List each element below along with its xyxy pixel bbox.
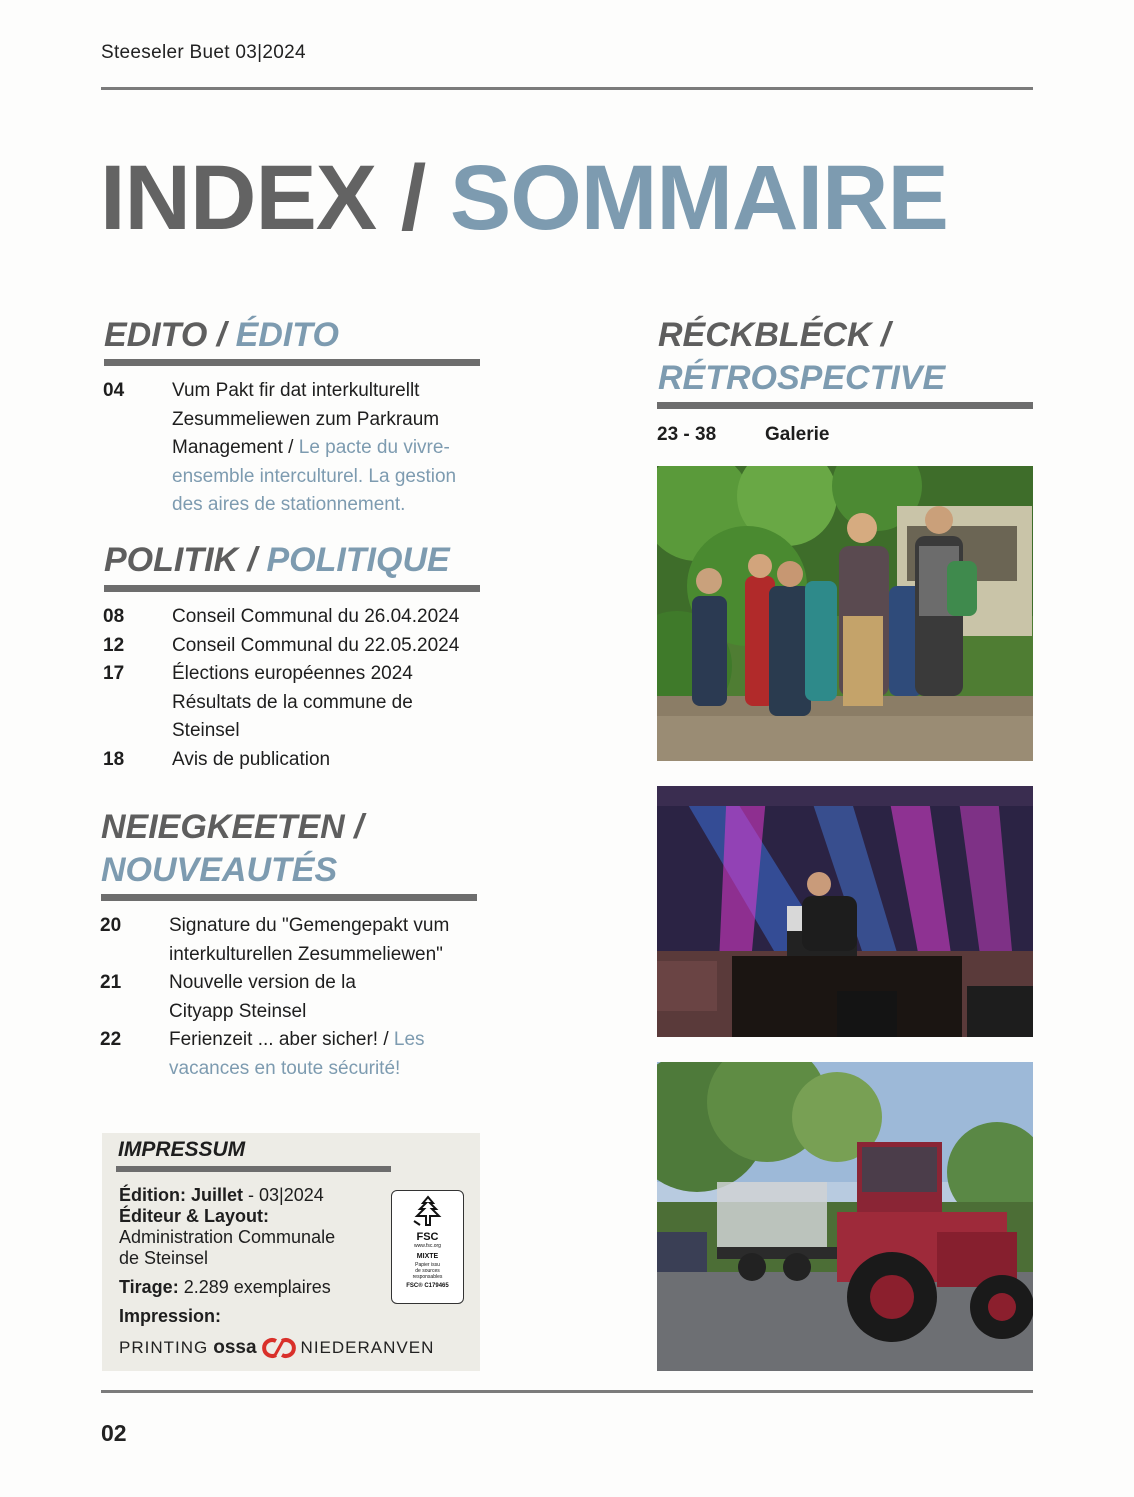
toc-entry-text [169,1026,425,1083]
tractor-photo [657,1062,1033,1371]
fsc-url: www.fsc.org [414,1243,441,1249]
toc-line: Vum Pakt fir dat interkulturellt [172,380,420,401]
impressum-edition-value: - 03|2024 [243,1185,324,1205]
section-title-reckbleck [658,314,945,400]
toc-line-fr: Les [393,1029,425,1050]
toc-item[interactable] [103,632,493,661]
impressum-title: IMPRESSUM [118,1138,246,1161]
printer-post: NIEDERANVEN [300,1338,435,1357]
impressum-editeur-label-text: Éditeur & Layout: [119,1206,270,1226]
header-divider [101,87,1033,90]
toc-line: Résultats de la commune de [172,691,413,713]
fsc-label [391,1190,464,1304]
page-title-light: SOMMAIRE [449,147,948,249]
fsc-brand: FSC [416,1231,439,1243]
toc-entry-text: Galerie [765,424,830,445]
impressum-editeur-value-2: de Steinsel [119,1248,209,1268]
toc-item[interactable] [103,377,483,520]
section-title-edito-light: ÉDITO [235,316,339,354]
toc-page-number: 17 [103,663,125,684]
toc-entry-text: Conseil Communal du 22.05.2024 [172,634,460,656]
toc-list-reckbleck [657,421,1033,450]
impressum-tirage [119,1277,379,1298]
section-title-reckbleck-light: RÉTROSPECTIVE [658,359,946,397]
toc-line: Ferienzeit ... aber sicher! / [169,1029,394,1050]
section-title-politik-dark: POLITIK / [104,541,257,579]
hiking-group-photo [657,466,1033,761]
fsc-desc: Papier issu [415,1262,440,1268]
toc-line: Élections européennes 2024 [172,663,413,684]
section-rule-reckbleck [657,402,1033,409]
toc-page-number: 22 [100,1029,122,1050]
toc-item[interactable] [100,912,490,969]
toc-line-fr: Le pacte du vivre- [298,437,450,458]
toc-page-number: 23 - 38 [657,424,717,445]
toc-line-fr: vacances en toute sécurité! [169,1057,401,1079]
toc-item[interactable] [103,603,493,632]
publication-header: Steeseler Buet 03|2024 [101,42,306,63]
section-title-neiegkeeten-dark: NEIEGKEETEN / [101,808,364,846]
impressum-impression-label: Impression: [119,1306,222,1326]
impressum-tirage-label: Tirage: [119,1277,179,1297]
footer-divider [101,1390,1033,1393]
section-title-neiegkeeten-light: NOUVEAUTÉS [101,851,338,889]
toc-page-number: 21 [100,972,122,993]
toc-page-number: 20 [100,915,122,936]
impressum-editeur-value-1: Administration Communale [119,1227,336,1247]
toc-entry-text [169,969,356,1026]
toc-page-number: 12 [103,634,125,656]
toc-list-politik [103,603,493,774]
toc-page-number: 04 [103,380,125,401]
toc-line: Cityapp Steinsel [169,1000,307,1022]
fsc-desc: de sources [415,1268,440,1274]
section-rule-neiegkeeten [101,894,477,901]
toc-line: interkulturellen Zesummeliewen" [169,943,443,965]
toc-line: Management / [172,437,299,458]
fsc-tree-icon [411,1195,445,1227]
toc-item[interactable] [103,746,493,775]
impressum-edition [119,1185,379,1206]
impressum-box [102,1133,480,1371]
page-title-dark: INDEX / [100,147,426,249]
section-title-politik [104,539,450,582]
toc-line: Nouvelle version de la [169,972,356,993]
toc-entry-text [172,660,413,746]
printer-logo [119,1337,434,1359]
section-title-neiegkeeten [101,806,364,892]
section-title-politik-light: POLITIQUE [266,541,450,579]
impressum-rule [116,1166,391,1172]
impressum-tirage-value: 2.289 exemplaires [178,1277,331,1297]
toc-item[interactable] [100,1026,490,1083]
toc-line: Steinsel [172,720,240,741]
toc-entry-text [169,912,449,969]
printer-pre: PRINTING [119,1338,209,1357]
toc-entry-text: Avis de publication [172,748,331,770]
toc-list-edito [103,377,483,520]
printer-name: ossa [213,1337,257,1358]
toc-page-number: 08 [103,606,125,627]
fsc-code: FSC® C179465 [406,1283,449,1289]
toc-entry-text: Conseil Communal du 26.04.2024 [172,606,460,627]
toc-item[interactable] [657,421,1033,450]
toc-line: Zesummeliewen zum Parkraum [172,408,440,430]
toc-line-fr: ensemble interculturel. La gestion [172,465,457,487]
section-title-edito-dark: EDITO / [104,316,227,354]
dj-concert-photo [657,786,1033,1037]
impressum-editeur-label [119,1206,379,1227]
section-title-edito [104,314,339,357]
section-title-reckbleck-dark: RÉCKBLÉCK / [658,316,891,354]
section-rule-politik [104,585,480,592]
page-number: 02 [101,1420,127,1446]
toc-page-number: 18 [103,748,125,770]
toc-item[interactable] [103,660,493,746]
toc-entry-text [172,377,456,520]
section-rule-edito [104,359,480,366]
impressum-impression [119,1306,379,1327]
page-title [100,148,948,249]
fsc-desc: responsables [412,1274,443,1280]
ossa-logo-icon [262,1337,296,1359]
toc-line: Signature du "Gemengepakt vum [169,915,450,936]
impressum-edition-label: Édition: Juillet [119,1185,243,1205]
toc-list-neiegkeeten [100,912,490,1083]
impressum-details [119,1185,379,1327]
toc-item[interactable] [100,969,490,1026]
toc-line-fr: des aires de stationnement. [172,494,406,515]
fsc-mix: MIXTE [416,1253,439,1260]
